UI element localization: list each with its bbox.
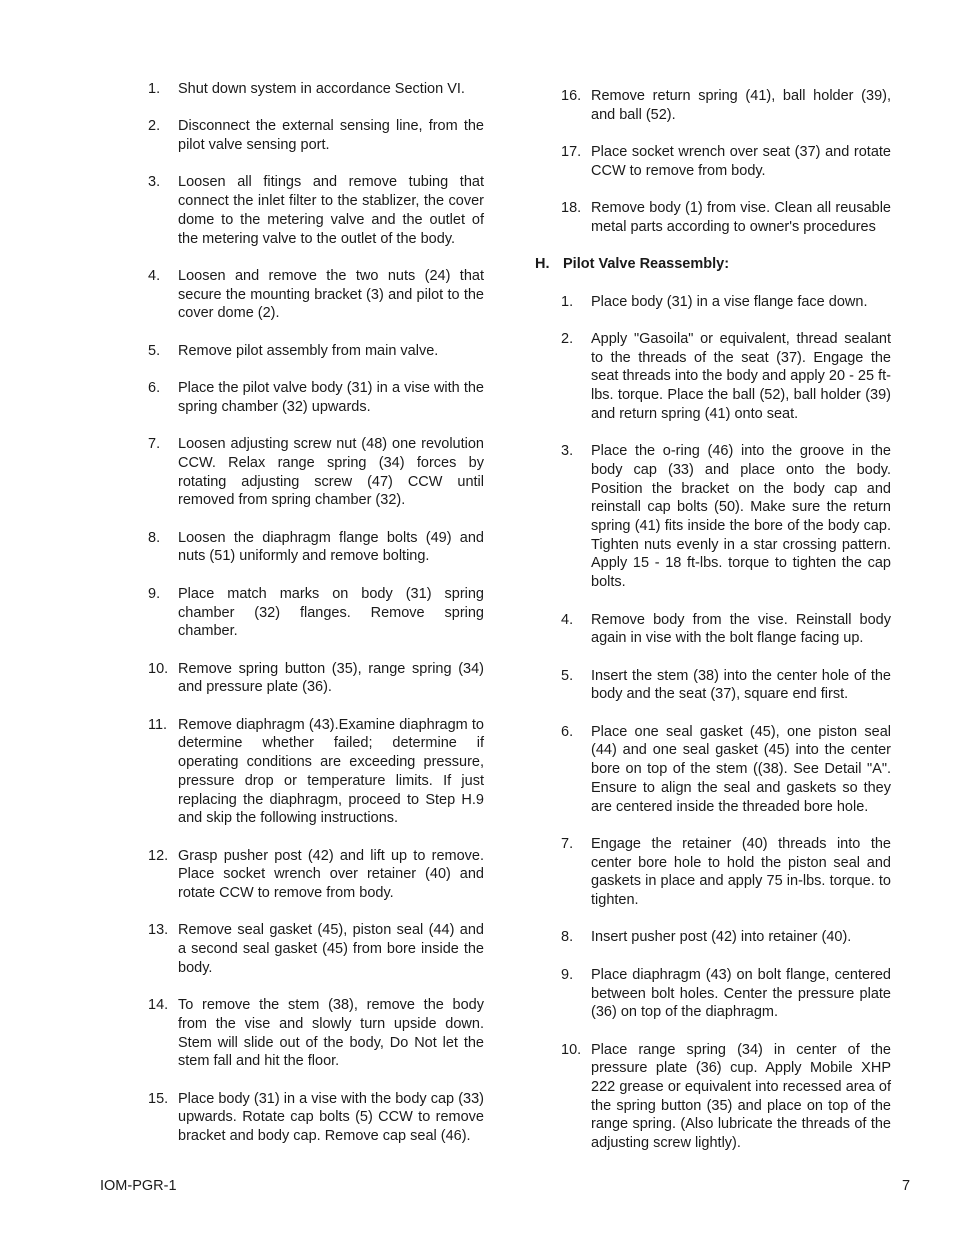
step-text: Place socket wrench over seat (37) and rotate CCW to remove from body. <box>591 144 891 179</box>
list-item <box>561 723 891 817</box>
document-id: IOM-PGR-1 <box>100 1178 177 1194</box>
step-text: Place body (31) in a vise flange face down. <box>591 293 868 310</box>
step-number: 4. <box>148 267 161 284</box>
list-item <box>148 1090 484 1146</box>
step-number: 5. <box>561 667 574 684</box>
step-text: Loosen all fitings and remove tubing that connect the inlet filter to the stablizer, the cover dome to the metering valve and the outlet of the metering valve to the outlet of the body. <box>178 174 484 247</box>
step-text: Remove spring button (35), range spring (34) and pressure plate (36). <box>178 660 484 696</box>
list-item <box>148 660 484 697</box>
step-text: Shut down system in accordance Section VI. <box>178 81 465 97</box>
list-item <box>148 847 484 903</box>
step-text: Place body (31) in a vise with the body cap (33) upwards. Rotate cap bolts (5) CCW to remove bracket and body cap. Remove cap seal (46). <box>178 1090 484 1145</box>
step-text: Disconnect the external sensing line, from the pilot valve sensing port. <box>178 118 484 154</box>
list-item <box>561 667 891 704</box>
list-item <box>561 330 891 424</box>
step-number: 2. <box>561 331 574 348</box>
step-text: Place range spring (34) in center of the pressure plate (36) cup. Apply Mobile XHP 222 grease or equivalent into recessed area of the spring button (35) and place on top of the range spring. (Also lubricate the threads of the adjusting screw lightly). <box>591 1041 891 1152</box>
section-heading <box>535 255 891 274</box>
left-column <box>148 80 484 1165</box>
step-text: Remove diaphragm (43).Examine diaphragm to determine whether failed; determine if operating conditions are exceeding pressure, pressure drop or temperature limits. If just replacing the diaphragm, proceed to Step H.9 and skip the following instructions. <box>178 716 484 827</box>
step-number: 10. <box>561 1041 582 1058</box>
list-item <box>561 143 891 180</box>
list-item <box>561 442 891 592</box>
step-text: Loosen the diaphragm flange bolts (49) and nuts (51) uniformly and remove bolting. <box>178 529 484 565</box>
step-number: 6. <box>561 723 574 740</box>
page-number: 7 <box>902 1178 911 1194</box>
step-text: Grasp pusher post (42) and lift up to remove. Place socket wrench over retainer (40) and rotate CCW to remove from body. <box>178 847 484 902</box>
list-item <box>148 342 484 361</box>
list-item <box>561 87 891 124</box>
right-column <box>535 87 891 1172</box>
list-item <box>148 267 484 323</box>
step-text: Remove body (1) from vise. Clean all reusable metal parts according to owner's procedures <box>591 200 891 235</box>
step-text: Remove return spring (41), ball holder (39), and ball (52). <box>591 88 891 123</box>
step-number: 8. <box>148 529 161 546</box>
step-number: 8. <box>561 929 574 946</box>
step-text: Apply "Gasoila" or equivalent, thread sealant to the threads of the seat (37). Engage the seat threads into the body and apply 20 - 25 ft-lbs. torque. Place the ball (52), ball holder (39) and return spring (41) onto seat. <box>591 331 891 422</box>
step-number: 9. <box>148 585 161 602</box>
list-item <box>561 835 891 910</box>
list-item <box>561 611 891 648</box>
step-number: 12. <box>148 847 169 864</box>
list-item <box>148 80 484 99</box>
step-text: Remove seal gasket (45), piston seal (44) and a second seal gasket (45) from bore inside the body. <box>178 922 484 976</box>
step-text: Place the pilot valve body (31) in a vise with the spring chamber (32) upwards. <box>178 380 484 415</box>
list-item <box>148 379 484 416</box>
step-number: 2. <box>148 118 161 135</box>
step-number: 10. <box>148 660 169 677</box>
step-number: 14. <box>148 997 169 1014</box>
step-number: 1. <box>561 293 574 310</box>
step-number: 13. <box>148 922 169 939</box>
step-number: 3. <box>561 443 574 460</box>
list-item <box>148 529 484 566</box>
step-text: Place match marks on body (31) spring chamber (32) flanges. Remove spring chamber. <box>178 585 484 640</box>
step-number: 17. <box>561 144 582 161</box>
step-text: To remove the stem (38), remove the body from the vise and slowly turn upside down. Stem will slide out of the body, Do Not let the stem fall and hit the floor. <box>178 997 484 1070</box>
step-text: Loosen adjusting screw nut (48) one revolution CCW. Relax range spring (34) forces by rotating adjusting screw (47) CCW until removed from spring chamber (32). <box>178 436 484 509</box>
step-text: Loosen and remove the two nuts (24) that secure the mounting bracket (3) and pilot to the cover dome (2). <box>178 267 484 322</box>
step-number: 5. <box>148 342 161 359</box>
list-item <box>148 117 484 154</box>
step-number: 1. <box>148 81 161 97</box>
list-item <box>148 435 484 510</box>
step-number: 6. <box>148 380 161 397</box>
list-item <box>561 293 891 312</box>
list-item <box>561 1041 891 1153</box>
step-text: Insert the stem (38) into the center hole of the body and the seat (37), square end first. <box>591 667 891 703</box>
list-item <box>561 966 891 1022</box>
list-item <box>148 996 484 1071</box>
list-item <box>148 173 484 248</box>
step-number: 7. <box>561 835 574 852</box>
step-number: 4. <box>561 611 574 628</box>
section-title: Pilot Valve Reassembly: <box>563 256 730 273</box>
step-text: Engage the retainer (40) threads into the center bore hole to hold the piston seal and gaskets in place and apply 75 in-lbs. torque. to tighten. <box>591 835 891 909</box>
step-number: 16. <box>561 88 582 104</box>
step-text: Insert pusher post (42) into retainer (40). <box>591 929 852 946</box>
list-item <box>561 199 891 236</box>
step-text: Place the o-ring (46) into the groove in the body cap (33) and place onto the body. Position the bracket on the body cap and reinstall cap bolts (50). Make sure the return spring (41) fits inside the bore of the body cap. Tighten nuts evenly in a star crossing pattern. Apply 15 - 18 ft-lbs. torque to tighten the cap bolts. <box>591 443 891 591</box>
step-text: Remove pilot assembly from main valve. <box>178 342 439 359</box>
step-text: Remove body from the vise. Reinstall body again in vise with the bolt flange facing up. <box>591 611 891 647</box>
step-number: 11. <box>148 716 168 733</box>
list-item <box>148 716 484 828</box>
step-number: 15. <box>148 1090 169 1107</box>
step-number: 7. <box>148 436 161 453</box>
section-letter: H. <box>535 256 550 273</box>
step-text: Place one seal gasket (45), one piston seal (44) and one seal gasket (45) into the center bore on top of the stem ((38). See Detail "A". Ensure to align the seal and gaskets so they are centered inside the threaded bore hole. <box>591 723 891 815</box>
step-number: 18. <box>561 200 582 217</box>
list-item <box>561 928 891 947</box>
list-item <box>148 585 484 641</box>
step-text: Place diaphragm (43) on bolt flange, centered between bolt holes. Center the pressure plate (36) on top of the diaphragm. <box>591 966 891 1021</box>
list-item <box>148 921 484 977</box>
step-number: 9. <box>561 966 574 983</box>
step-number: 3. <box>148 174 161 191</box>
